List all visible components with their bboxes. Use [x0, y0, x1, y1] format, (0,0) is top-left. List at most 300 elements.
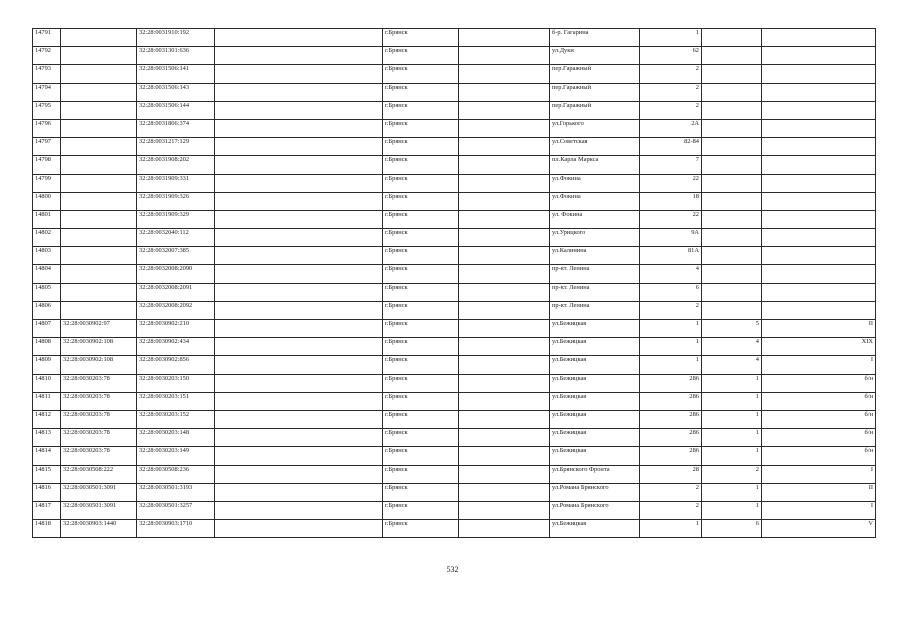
cadastral-number: 32:28:0031506:143 — [137, 83, 215, 101]
house-number: 18 — [640, 192, 702, 210]
empty-cell — [459, 338, 550, 356]
street-name: ул.Романа Брянского — [550, 501, 640, 519]
previous-cadastral-number: 32:28:0030501:3091 — [61, 483, 137, 501]
premises-number — [762, 47, 876, 65]
street-name: ул.Фокина — [550, 174, 640, 192]
cadastral-number: 32:28:0030902:210 — [137, 320, 215, 338]
cadastral-number: 32:28:0032040:112 — [137, 229, 215, 247]
previous-cadastral-number: 32:28:0030203:78 — [61, 447, 137, 465]
cadastral-number: 32:28:0031806:374 — [137, 119, 215, 137]
premises-number — [762, 229, 876, 247]
house-number: 2 — [640, 501, 702, 519]
table-row — [33, 119, 876, 137]
floor-number — [702, 192, 762, 210]
house-number: 9А — [640, 229, 702, 247]
previous-cadastral-number: 32:28:0030203:78 — [61, 429, 137, 447]
page-number: 532 — [446, 565, 459, 574]
premises-number: б/н — [762, 447, 876, 465]
empty-cell — [215, 483, 383, 501]
street-name: ул.Урицкого — [550, 229, 640, 247]
empty-cell — [215, 156, 383, 174]
floor-number — [702, 301, 762, 319]
record-number: 14818 — [33, 520, 61, 538]
record-number: 14807 — [33, 320, 61, 338]
premises-number: XIX — [762, 338, 876, 356]
city-name: г.Брянск — [383, 47, 459, 65]
previous-cadastral-number: 32:28:0030902:108 — [61, 338, 137, 356]
empty-cell — [215, 29, 383, 47]
city-name: г.Брянск — [383, 338, 459, 356]
empty-cell — [459, 429, 550, 447]
previous-cadastral-number: 32:28:0030903:1440 — [61, 520, 137, 538]
empty-cell — [215, 65, 383, 83]
previous-cadastral-number — [61, 119, 137, 137]
previous-cadastral-number: 32:28:0030902:108 — [61, 356, 137, 374]
empty-cell — [215, 465, 383, 483]
empty-cell — [459, 410, 550, 428]
record-number: 14796 — [33, 119, 61, 137]
empty-cell — [459, 501, 550, 519]
empty-cell — [459, 483, 550, 501]
premises-number: б/н — [762, 374, 876, 392]
empty-cell — [215, 338, 383, 356]
floor-number — [702, 229, 762, 247]
empty-cell — [215, 174, 383, 192]
record-number: 14815 — [33, 465, 61, 483]
street-name: ул.Бежицкая — [550, 392, 640, 410]
register-table — [32, 28, 876, 538]
record-number: 14795 — [33, 101, 61, 119]
premises-number — [762, 174, 876, 192]
empty-cell — [215, 320, 383, 338]
floor-number: 1 — [702, 410, 762, 428]
previous-cadastral-number — [61, 138, 137, 156]
house-number: 1 — [640, 320, 702, 338]
record-number: 14794 — [33, 83, 61, 101]
floor-number — [702, 83, 762, 101]
record-number: 14806 — [33, 301, 61, 319]
table-row — [33, 447, 876, 465]
record-number: 14811 — [33, 392, 61, 410]
premises-number — [762, 192, 876, 210]
city-name: г.Брянск — [383, 265, 459, 283]
record-number: 14791 — [33, 29, 61, 47]
city-name: г.Брянск — [383, 174, 459, 192]
table-row — [33, 138, 876, 156]
empty-cell — [215, 301, 383, 319]
city-name: г.Брянск — [383, 29, 459, 47]
record-number: 14810 — [33, 374, 61, 392]
previous-cadastral-number — [61, 47, 137, 65]
street-name: ул.Дуки — [550, 47, 640, 65]
table-row — [33, 156, 876, 174]
empty-cell — [215, 392, 383, 410]
house-number: 1 — [640, 29, 702, 47]
street-name: ул.Бежицкая — [550, 356, 640, 374]
premises-number: V — [762, 520, 876, 538]
city-name: г.Брянск — [383, 138, 459, 156]
premises-number — [762, 119, 876, 137]
street-name: ул.Бежицкая — [550, 520, 640, 538]
street-name: ул.Калинина — [550, 247, 640, 265]
floor-number: 4 — [702, 356, 762, 374]
cadastral-number: 32:28:0031217:129 — [137, 138, 215, 156]
empty-cell — [459, 156, 550, 174]
city-name: г.Брянск — [383, 483, 459, 501]
street-name: ул.Советская — [550, 138, 640, 156]
table-row — [33, 83, 876, 101]
record-number: 14805 — [33, 283, 61, 301]
table-row — [33, 410, 876, 428]
table-row — [33, 338, 876, 356]
empty-cell — [459, 192, 550, 210]
street-name: ул.Бежицкая — [550, 374, 640, 392]
house-number: 2 — [640, 83, 702, 101]
record-number: 14804 — [33, 265, 61, 283]
table-row — [33, 392, 876, 410]
previous-cadastral-number: 32:28:0030508:222 — [61, 465, 137, 483]
empty-cell — [459, 520, 550, 538]
table-row — [33, 65, 876, 83]
table-row — [33, 320, 876, 338]
cadastral-number: 32:28:0030203:149 — [137, 447, 215, 465]
premises-number: I — [762, 356, 876, 374]
street-name: ул.Горького — [550, 119, 640, 137]
city-name: г.Брянск — [383, 465, 459, 483]
cadastral-number: 32:28:0030903:1710 — [137, 520, 215, 538]
floor-number — [702, 247, 762, 265]
premises-number: б/н — [762, 410, 876, 428]
street-name: пр-кт. Ленина — [550, 265, 640, 283]
record-number: 14812 — [33, 410, 61, 428]
street-name: пр-кт. Ленина — [550, 301, 640, 319]
previous-cadastral-number: 32:28:0030501:3091 — [61, 501, 137, 519]
city-name: г.Брянск — [383, 410, 459, 428]
house-number: 22 — [640, 174, 702, 192]
record-number: 14799 — [33, 174, 61, 192]
empty-cell — [215, 247, 383, 265]
cadastral-number: 32:28:0031910:192 — [137, 29, 215, 47]
previous-cadastral-number — [61, 29, 137, 47]
cadastral-number: 32:28:0031909:331 — [137, 174, 215, 192]
empty-cell — [459, 119, 550, 137]
empty-cell — [215, 501, 383, 519]
table-row — [33, 247, 876, 265]
city-name: г.Брянск — [383, 320, 459, 338]
table-row — [33, 520, 876, 538]
record-number: 14792 — [33, 47, 61, 65]
street-name: пер.Гаражный — [550, 101, 640, 119]
empty-cell — [215, 229, 383, 247]
house-number: 2 — [640, 301, 702, 319]
table-row — [33, 265, 876, 283]
house-number: 286 — [640, 447, 702, 465]
record-number: 14801 — [33, 210, 61, 228]
floor-number — [702, 65, 762, 83]
street-name: ул.Бежицкая — [550, 429, 640, 447]
street-name: б-р. Гагарина — [550, 29, 640, 47]
previous-cadastral-number — [61, 65, 137, 83]
cadastral-number: 32:28:0032008:2090 — [137, 265, 215, 283]
empty-cell — [215, 447, 383, 465]
cadastral-number: 32:28:0031909:329 — [137, 210, 215, 228]
house-number: 4 — [640, 265, 702, 283]
empty-cell — [215, 429, 383, 447]
floor-number — [702, 210, 762, 228]
house-number: 286 — [640, 392, 702, 410]
empty-cell — [459, 138, 550, 156]
house-number: 6 — [640, 283, 702, 301]
city-name: г.Брянск — [383, 119, 459, 137]
record-number: 14808 — [33, 338, 61, 356]
record-number: 14809 — [33, 356, 61, 374]
floor-number: 1 — [702, 447, 762, 465]
premises-number — [762, 138, 876, 156]
city-name: г.Брянск — [383, 520, 459, 538]
street-name: пл.Карла Маркса — [550, 156, 640, 174]
floor-number: 1 — [702, 429, 762, 447]
street-name: ул.Брянского Фронта — [550, 465, 640, 483]
street-name: пер.Гаражный — [550, 65, 640, 83]
record-number: 14817 — [33, 501, 61, 519]
empty-cell — [459, 301, 550, 319]
empty-cell — [459, 210, 550, 228]
empty-cell — [459, 374, 550, 392]
street-name: ул.Бежицкая — [550, 410, 640, 428]
previous-cadastral-number — [61, 101, 137, 119]
house-number: 62 — [640, 47, 702, 65]
cadastral-number: 32:28:0030501:3193 — [137, 483, 215, 501]
table-row — [33, 101, 876, 119]
premises-number — [762, 283, 876, 301]
empty-cell — [459, 101, 550, 119]
empty-cell — [459, 229, 550, 247]
empty-cell — [215, 192, 383, 210]
table-row — [33, 283, 876, 301]
empty-cell — [459, 29, 550, 47]
previous-cadastral-number: 32:28:0030203:78 — [61, 374, 137, 392]
house-number: 22 — [640, 210, 702, 228]
previous-cadastral-number — [61, 301, 137, 319]
floor-number: 1 — [702, 501, 762, 519]
premises-number — [762, 210, 876, 228]
premises-number: б/н — [762, 392, 876, 410]
cadastral-number: 32:28:0030203:152 — [137, 410, 215, 428]
register-table-body — [33, 29, 876, 538]
floor-number: 2 — [702, 465, 762, 483]
cadastral-number: 32:28:0031506:144 — [137, 101, 215, 119]
previous-cadastral-number — [61, 265, 137, 283]
table-row — [33, 301, 876, 319]
empty-cell — [215, 210, 383, 228]
floor-number — [702, 283, 762, 301]
table-row — [33, 174, 876, 192]
cadastral-number: 32:28:0032008:2092 — [137, 301, 215, 319]
premises-number — [762, 65, 876, 83]
premises-number — [762, 265, 876, 283]
premises-number: II — [762, 320, 876, 338]
floor-number — [702, 138, 762, 156]
cadastral-number: 32:28:0030902:434 — [137, 338, 215, 356]
city-name: г.Брянск — [383, 247, 459, 265]
empty-cell — [459, 447, 550, 465]
cadastral-number: 32:28:0031909:326 — [137, 192, 215, 210]
empty-cell — [459, 174, 550, 192]
floor-number: 1 — [702, 374, 762, 392]
premises-number — [762, 301, 876, 319]
floor-number — [702, 29, 762, 47]
premises-number: I — [762, 501, 876, 519]
cadastral-number: 32:28:0030508:236 — [137, 465, 215, 483]
previous-cadastral-number — [61, 83, 137, 101]
house-number: 2 — [640, 483, 702, 501]
house-number: 2А — [640, 119, 702, 137]
empty-cell — [459, 283, 550, 301]
empty-cell — [459, 465, 550, 483]
previous-cadastral-number — [61, 192, 137, 210]
empty-cell — [215, 410, 383, 428]
previous-cadastral-number: 32:28:0030902:97 — [61, 320, 137, 338]
empty-cell — [459, 65, 550, 83]
empty-cell — [215, 283, 383, 301]
cadastral-number: 32:28:0032007:385 — [137, 247, 215, 265]
city-name: г.Брянск — [383, 192, 459, 210]
city-name: г.Брянск — [383, 65, 459, 83]
house-number: 286 — [640, 374, 702, 392]
street-name: ул.Бежицкая — [550, 338, 640, 356]
cadastral-number: 32:28:0030902:856 — [137, 356, 215, 374]
city-name: г.Брянск — [383, 392, 459, 410]
record-number: 14814 — [33, 447, 61, 465]
floor-number: 1 — [702, 483, 762, 501]
previous-cadastral-number — [61, 247, 137, 265]
floor-number — [702, 174, 762, 192]
record-number: 14793 — [33, 65, 61, 83]
empty-cell — [215, 265, 383, 283]
table-row — [33, 483, 876, 501]
floor-number — [702, 265, 762, 283]
empty-cell — [215, 101, 383, 119]
cadastral-number: 32:28:0032008:2091 — [137, 283, 215, 301]
previous-cadastral-number — [61, 174, 137, 192]
house-number: 7 — [640, 156, 702, 174]
table-row — [33, 501, 876, 519]
premises-number: I — [762, 465, 876, 483]
city-name: г.Брянск — [383, 83, 459, 101]
table-row — [33, 192, 876, 210]
city-name: г.Брянск — [383, 229, 459, 247]
record-number: 14803 — [33, 247, 61, 265]
premises-number — [762, 247, 876, 265]
floor-number: 1 — [702, 392, 762, 410]
house-number: 1 — [640, 520, 702, 538]
house-number: 286 — [640, 429, 702, 447]
empty-cell — [215, 83, 383, 101]
empty-cell — [459, 356, 550, 374]
street-name: ул. Фокина — [550, 210, 640, 228]
table-row — [33, 29, 876, 47]
record-number: 14800 — [33, 192, 61, 210]
previous-cadastral-number — [61, 156, 137, 174]
floor-number — [702, 101, 762, 119]
empty-cell — [215, 356, 383, 374]
previous-cadastral-number — [61, 283, 137, 301]
cadastral-number: 32:28:0031506:141 — [137, 65, 215, 83]
empty-cell — [459, 265, 550, 283]
street-name: ул.Бежицкая — [550, 447, 640, 465]
empty-cell — [459, 392, 550, 410]
city-name: г.Брянск — [383, 101, 459, 119]
floor-number — [702, 47, 762, 65]
house-number: 1 — [640, 338, 702, 356]
table-row — [33, 429, 876, 447]
street-name: ул.Романа Брянского — [550, 483, 640, 501]
record-number: 14802 — [33, 229, 61, 247]
house-number: 2 — [640, 101, 702, 119]
record-number: 14813 — [33, 429, 61, 447]
house-number: 1 — [640, 356, 702, 374]
city-name: г.Брянск — [383, 283, 459, 301]
empty-cell — [459, 83, 550, 101]
previous-cadastral-number: 32:28:0030203:78 — [61, 392, 137, 410]
empty-cell — [459, 320, 550, 338]
premises-number: б/н — [762, 429, 876, 447]
empty-cell — [215, 520, 383, 538]
street-name: пр-кт. Ленина — [550, 283, 640, 301]
street-name: пер.Гаражный — [550, 83, 640, 101]
table-row — [33, 47, 876, 65]
cadastral-number: 32:28:0031908:202 — [137, 156, 215, 174]
city-name: г.Брянск — [383, 429, 459, 447]
cadastral-number: 32:28:0030203:151 — [137, 392, 215, 410]
empty-cell — [215, 119, 383, 137]
empty-cell — [215, 374, 383, 392]
premises-number: II — [762, 483, 876, 501]
floor-number — [702, 156, 762, 174]
premises-number — [762, 101, 876, 119]
premises-number — [762, 29, 876, 47]
empty-cell — [459, 47, 550, 65]
house-number: 81А — [640, 247, 702, 265]
premises-number — [762, 83, 876, 101]
house-number: 286 — [640, 410, 702, 428]
city-name: г.Брянск — [383, 447, 459, 465]
table-row — [33, 229, 876, 247]
floor-number: 6 — [702, 520, 762, 538]
street-name: ул.Фокина — [550, 192, 640, 210]
table-row — [33, 356, 876, 374]
record-number: 14797 — [33, 138, 61, 156]
city-name: г.Брянск — [383, 301, 459, 319]
premises-number — [762, 156, 876, 174]
city-name: г.Брянск — [383, 356, 459, 374]
table-row — [33, 374, 876, 392]
empty-cell — [215, 47, 383, 65]
house-number: 28 — [640, 465, 702, 483]
empty-cell — [215, 138, 383, 156]
house-number: 2 — [640, 65, 702, 83]
record-number: 14816 — [33, 483, 61, 501]
city-name: г.Брянск — [383, 501, 459, 519]
street-name: ул.Бежицкая — [550, 320, 640, 338]
cadastral-number: 32:28:0030501:3257 — [137, 501, 215, 519]
city-name: г.Брянск — [383, 210, 459, 228]
city-name: г.Брянск — [383, 156, 459, 174]
cadastral-number: 32:28:0031301:636 — [137, 47, 215, 65]
empty-cell — [459, 247, 550, 265]
floor-number: 4 — [702, 338, 762, 356]
cadastral-number: 32:28:0030203:150 — [137, 374, 215, 392]
